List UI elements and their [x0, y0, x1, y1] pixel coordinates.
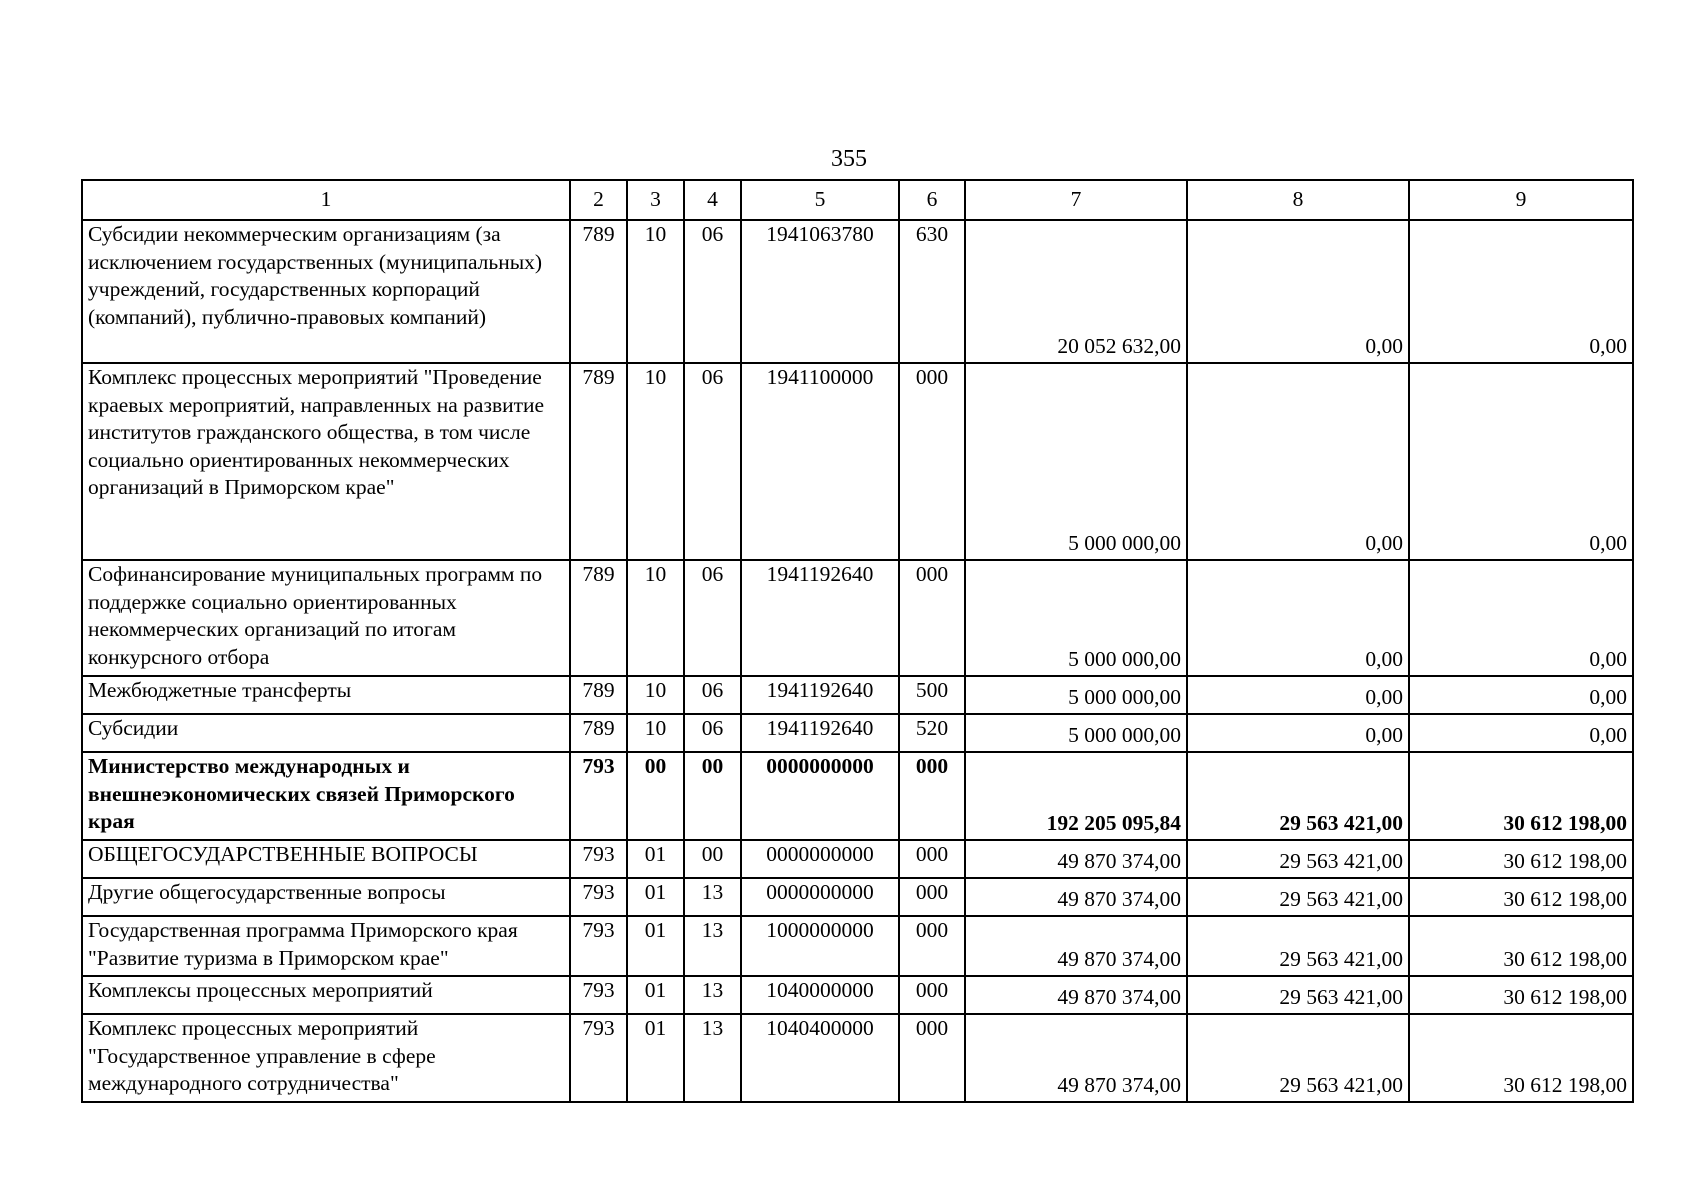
table-row — [82, 560, 1633, 676]
row-amount-col9: 30 612 198,00 — [1409, 916, 1633, 976]
row-amount-col8: 0,00 — [1187, 560, 1409, 676]
row-amount-col7: 5 000 000,00 — [965, 560, 1187, 676]
row-expense-type-code: 000 — [899, 878, 965, 916]
row-expense-type-code: 000 — [899, 976, 965, 1014]
row-name: Комплекс процессных мероприятий "Проведение краевых мероприятий, направленных на развитие институтов гражданского общества, в том числе социально ориентированных некоммерческих организаций в Приморском крае" — [82, 363, 570, 560]
row-ministry-code: 793 — [570, 840, 627, 878]
row-amount-col8: 29 563 421,00 — [1187, 840, 1409, 878]
row-amount-col8: 0,00 — [1187, 363, 1409, 560]
row-amount-col9: 0,00 — [1409, 363, 1633, 560]
column-header: 4 — [684, 180, 741, 220]
row-amount-col8: 0,00 — [1187, 220, 1409, 363]
row-expense-type-code: 000 — [899, 363, 965, 560]
row-name: Комплексы процессных мероприятий — [82, 976, 570, 1014]
row-amount-col8: 29 563 421,00 — [1187, 878, 1409, 916]
row-subsection-code: 13 — [684, 976, 741, 1014]
column-header: 2 — [570, 180, 627, 220]
row-amount-col7: 5 000 000,00 — [965, 363, 1187, 560]
row-section-code: 10 — [627, 220, 684, 363]
row-section-code: 10 — [627, 560, 684, 676]
row-section-code: 01 — [627, 840, 684, 878]
row-expense-type-code: 000 — [899, 1014, 965, 1102]
row-target-code: 1941063780 — [741, 220, 899, 363]
row-section-code: 01 — [627, 1014, 684, 1102]
column-number-header-row — [82, 180, 1633, 220]
row-amount-col8: 29 563 421,00 — [1187, 976, 1409, 1014]
row-section-code: 10 — [627, 714, 684, 752]
row-amount-col9: 0,00 — [1409, 714, 1633, 752]
table-row-ministry-total — [82, 752, 1633, 840]
row-target-code: 0000000000 — [741, 840, 899, 878]
table-row — [82, 1014, 1633, 1102]
table-row — [82, 714, 1633, 752]
row-ministry-code: 793 — [570, 878, 627, 916]
row-amount-col8: 0,00 — [1187, 676, 1409, 714]
row-target-code: 1941192640 — [741, 676, 899, 714]
row-target-code: 1040400000 — [741, 1014, 899, 1102]
row-section-code: 00 — [627, 752, 684, 840]
row-amount-col8: 29 563 421,00 — [1187, 916, 1409, 976]
row-amount-col8: 29 563 421,00 — [1187, 752, 1409, 840]
table-row — [82, 840, 1633, 878]
row-ministry-code: 789 — [570, 560, 627, 676]
row-amount-col7: 5 000 000,00 — [965, 714, 1187, 752]
row-subsection-code: 13 — [684, 916, 741, 976]
row-amount-col7: 49 870 374,00 — [965, 916, 1187, 976]
row-amount-col7: 5 000 000,00 — [965, 676, 1187, 714]
row-section-code: 01 — [627, 878, 684, 916]
row-expense-type-code: 520 — [899, 714, 965, 752]
column-header: 3 — [627, 180, 684, 220]
row-name: Министерство международных и внешнеэкономических связей Приморского края — [82, 752, 570, 840]
budget-table — [81, 179, 1634, 1103]
row-subsection-code: 00 — [684, 840, 741, 878]
row-expense-type-code: 000 — [899, 840, 965, 878]
row-ministry-code: 793 — [570, 1014, 627, 1102]
row-amount-col9: 30 612 198,00 — [1409, 840, 1633, 878]
row-name: Софинансирование муниципальных программ по поддержке социально ориентированных некоммерческих организаций по итогам конкурсного отбора — [82, 560, 570, 676]
row-amount-col8: 29 563 421,00 — [1187, 1014, 1409, 1102]
row-amount-col9: 0,00 — [1409, 676, 1633, 714]
row-subsection-code: 06 — [684, 220, 741, 363]
row-section-code: 01 — [627, 916, 684, 976]
row-target-code: 1941192640 — [741, 714, 899, 752]
table-row — [82, 363, 1633, 560]
row-expense-type-code: 000 — [899, 916, 965, 976]
row-name: Межбюджетные трансферты — [82, 676, 570, 714]
column-header: 8 — [1187, 180, 1409, 220]
row-amount-col7: 49 870 374,00 — [965, 976, 1187, 1014]
row-target-code: 1941192640 — [741, 560, 899, 676]
row-expense-type-code: 500 — [899, 676, 965, 714]
row-ministry-code: 793 — [570, 752, 627, 840]
row-name: Другие общегосударственные вопросы — [82, 878, 570, 916]
row-subsection-code: 06 — [684, 560, 741, 676]
row-target-code: 0000000000 — [741, 752, 899, 840]
row-amount-col7: 49 870 374,00 — [965, 840, 1187, 878]
row-amount-col7: 192 205 095,84 — [965, 752, 1187, 840]
row-subsection-code: 06 — [684, 676, 741, 714]
row-amount-col9: 30 612 198,00 — [1409, 878, 1633, 916]
table-row — [82, 916, 1633, 976]
row-ministry-code: 789 — [570, 220, 627, 363]
table-row — [82, 676, 1633, 714]
row-section-code: 10 — [627, 676, 684, 714]
table-row — [82, 976, 1633, 1014]
row-name: Субсидии — [82, 714, 570, 752]
column-header: 5 — [741, 180, 899, 220]
row-ministry-code: 793 — [570, 916, 627, 976]
row-amount-col7: 20 052 632,00 — [965, 220, 1187, 363]
row-amount-col9: 0,00 — [1409, 220, 1633, 363]
table-row — [82, 220, 1633, 363]
row-subsection-code: 06 — [684, 714, 741, 752]
row-subsection-code: 06 — [684, 363, 741, 560]
row-target-code: 1040000000 — [741, 976, 899, 1014]
column-header: 9 — [1409, 180, 1633, 220]
row-section-code: 10 — [627, 363, 684, 560]
column-header: 6 — [899, 180, 965, 220]
row-subsection-code: 13 — [684, 878, 741, 916]
row-target-code: 0000000000 — [741, 878, 899, 916]
row-ministry-code: 793 — [570, 976, 627, 1014]
row-subsection-code: 13 — [684, 1014, 741, 1102]
row-ministry-code: 789 — [570, 363, 627, 560]
row-name: ОБЩЕГОСУДАРСТВЕННЫЕ ВОПРОСЫ — [82, 840, 570, 878]
row-ministry-code: 789 — [570, 714, 627, 752]
row-expense-type-code: 630 — [899, 220, 965, 363]
row-expense-type-code: 000 — [899, 752, 965, 840]
row-amount-col9: 30 612 198,00 — [1409, 1014, 1633, 1102]
column-header: 1 — [82, 180, 570, 220]
page-number: 355 — [831, 146, 867, 172]
row-section-code: 01 — [627, 976, 684, 1014]
row-amount-col9: 0,00 — [1409, 560, 1633, 676]
table-row — [82, 878, 1633, 916]
row-subsection-code: 00 — [684, 752, 741, 840]
row-amount-col7: 49 870 374,00 — [965, 878, 1187, 916]
row-amount-col9: 30 612 198,00 — [1409, 976, 1633, 1014]
column-header: 7 — [965, 180, 1187, 220]
row-amount-col9: 30 612 198,00 — [1409, 752, 1633, 840]
row-ministry-code: 789 — [570, 676, 627, 714]
row-name: Комплекс процессных мероприятий "Государственное управление в сфере международного сотрудничества" — [82, 1014, 570, 1102]
row-name: Субсидии некоммерческим организациям (за исключением государственных (муниципальных) учреждений, государственных корпораций (компаний), публично-правовых компаний) — [82, 220, 570, 363]
row-target-code: 1941100000 — [741, 363, 899, 560]
row-name: Государственная программа Приморского края "Развитие туризма в Приморском крае" — [82, 916, 570, 976]
row-amount-col7: 49 870 374,00 — [965, 1014, 1187, 1102]
row-target-code: 1000000000 — [741, 916, 899, 976]
row-amount-col8: 0,00 — [1187, 714, 1409, 752]
row-expense-type-code: 000 — [899, 560, 965, 676]
